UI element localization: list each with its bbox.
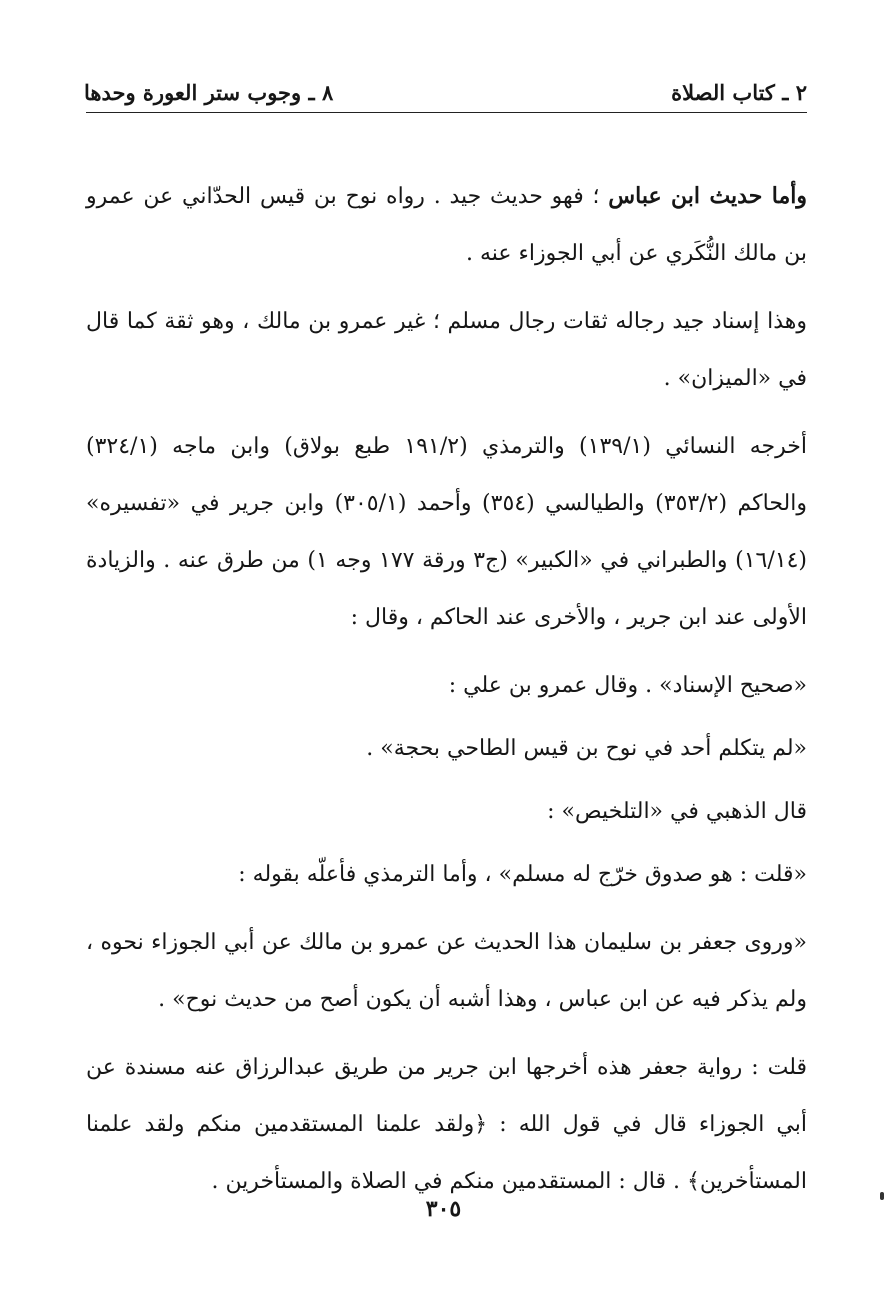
paragraph-takhrij: أخرجه النسائي (١٣٩/١) والترمذي (١٩١/٢ طبع بولاق) وابن ماجه (٣٢٤/١) والحاكم (٣٥٣/٢) والطيالسي (٣٥٤) وأحمد (٣٠٥/١) وابن جرير في «تفسيره» (١٦/١٤) والطبراني في «الكبير» (ج٣ ورقة ١٧٧ وجه ١) من طرق عنه . والزيادة الأولى عند ابن جرير ، والأخرى عند الحاكم ، وقال :: [86, 434, 808, 630]
section-title: ٨ ـ وجوب ستر العورة وحدها: [84, 79, 334, 105]
paragraph-tirmidhi: «وروى جعفر بن سليمان هذا الحديث عن عمرو بن مالك عن أبي الجوزاء نحوه ، ولم يذكر فيه عن ابن عباس ، وهذا أشبه أن يكون أصح من حديث نوح» .: [86, 930, 807, 1012]
paragraph-ibn-abbas: [86, 168, 807, 282]
main-text: [86, 168, 807, 1210]
quote-hakim: «صحيح الإسناد» . وقال عمرو بن علي :: [448, 673, 807, 698]
paragraph-text: ؛ فهو حديث جيد . رواه نوح بن قيس الحدّاني عن عمرو بن مالك النُّكَري عن أبي الجوزاء عنه .: [86, 184, 807, 266]
running-header: [84, 74, 807, 110]
paragraph-lead: وأما حديث ابن عباس: [608, 183, 807, 209]
paragraph-isnad: وهذا إسناد جيد رجاله ثقات رجال مسلم ؛ غير عمرو بن مالك ، وهو ثقة كما قال في «الميزان» .: [86, 309, 807, 391]
paragraph-qultu: قلت : رواية جعفر هذه أخرجها ابن جرير من طريق عبدالرزاق عنه مسندة عن أبي الجوزاء قال في قول الله : ﴿ولقد علمنا المستقدمين منكم ولقد علمنا المستأخرين﴾ . قال : المستقدمين منكم في الصلاة والمستأخرين .: [86, 1055, 807, 1194]
page-number: ٣٠٥: [425, 1196, 462, 1222]
quote-dhahabi: «قلت : هو صدوق خرّج له مسلم» ، وأما الترمذي فأعلّه بقوله :: [238, 862, 807, 887]
quote-amr-ibn-ali: «لم يتكلم أحد في نوح بن قيس الطاحي بحجة» .: [366, 736, 807, 761]
quote-dhahabi-intro: قال الذهبي في «التلخيص» :: [547, 799, 807, 824]
scan-edge-mark: [880, 1192, 884, 1200]
chapter-title: ٢ ـ كتاب الصلاة: [671, 79, 807, 105]
header-rule: [86, 112, 807, 113]
